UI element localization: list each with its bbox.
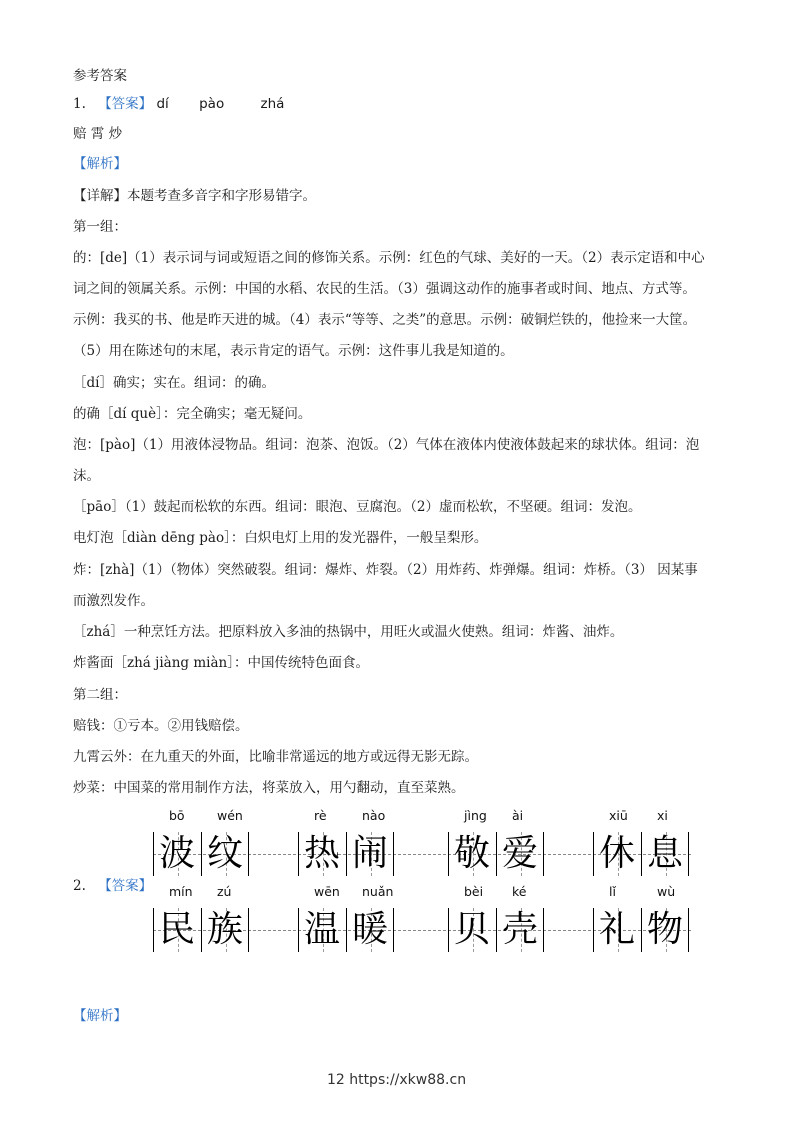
grid-cell <box>298 832 346 876</box>
grid-cell <box>298 908 346 952</box>
grid-cell <box>593 832 641 876</box>
q1-line: 沫。 <box>73 468 100 484</box>
pinyin-label: bō <box>169 808 185 823</box>
hanzi-char: 贝 <box>454 909 491 950</box>
hanzi-char: 温 <box>304 909 341 950</box>
pinyin-label: nào <box>362 808 386 823</box>
pinyin-label: jìng <box>464 808 487 823</box>
q1-chars: 赔 霄 炒 <box>73 126 123 142</box>
grid-cell <box>496 832 544 876</box>
grid-cell <box>496 908 544 952</box>
grid-cell <box>641 832 689 876</box>
q1-analysis-tag: 【解析】 <box>73 156 127 172</box>
pinyin-label: xiū <box>609 808 628 823</box>
q1-line: （5）用在陈述句的末尾，表示肯定的语气。示例：这件事儿我是知道的。 <box>73 343 514 359</box>
pinyin-row-2 <box>0 884 793 904</box>
pinyin-label: nuǎn <box>362 884 394 899</box>
pinyin-label: zú <box>217 884 232 899</box>
hanzi-char: 息 <box>647 833 684 874</box>
q1-pinyin-1: dí <box>156 96 169 112</box>
pinyin-label: wēn <box>314 884 340 899</box>
hanzi-char: 纹 <box>207 833 244 874</box>
hanzi-char: 族 <box>207 909 244 950</box>
q2-analysis-tag: 【解析】 <box>73 1008 127 1024</box>
q1-line: ［zhá］一种烹饪方法。把原料放入多油的热锅中，用旺火或温火使熟。组词：炸酱、油炸。 <box>73 624 624 640</box>
hanzi-char: 波 <box>159 833 196 874</box>
q1-line: 炒菜：中国菜的常用制作方法，将菜放入，用勺翻动，直至菜熟。 <box>73 780 465 796</box>
pinyin-label: xi <box>657 808 668 823</box>
hanzi-char: 礼 <box>599 909 636 950</box>
q1-line: 第二组： <box>73 687 127 703</box>
q1-line: 第一组： <box>73 219 127 235</box>
grid-cell <box>201 908 249 952</box>
q1-line: 炸酱面［zhá jiàng miàn］：中国传统特色面食。 <box>73 655 369 671</box>
pinyin-label: ài <box>512 808 524 823</box>
q1-line: ［pāo］（1）鼓起而松软的东西。组词：眼泡、豆腐泡。（2）虚而松软，不坚硬。组词：发泡。 <box>73 499 642 515</box>
grid-cell <box>201 832 249 876</box>
hanzi-char: 暖 <box>352 909 389 950</box>
pinyin-label: mín <box>169 884 193 899</box>
pinyin-label: wù <box>657 884 676 899</box>
pinyin-label: rè <box>314 808 327 823</box>
hanzi-char: 民 <box>159 909 196 950</box>
q1-line: 示例：我买的书、他是昨天进的城。（4）表示“等等、之类”的意思。示例：破铜烂铁的，他捡来一大筐。 <box>73 312 697 328</box>
hanzi-char: 物 <box>647 909 684 950</box>
hanzi-char: 壳 <box>502 909 539 950</box>
q1-line: 【详解】本题考查多音字和字形易错字。 <box>73 188 316 204</box>
hanzi-char: 爱 <box>502 833 539 874</box>
q1-pinyin-3: zhá <box>260 96 285 112</box>
character-grid-row-1 <box>153 832 691 876</box>
hanzi-char: 闹 <box>352 833 389 874</box>
q1-line: 炸：[zhà]（1）（物体）突然破裂。组词：爆炸、炸裂。（2）用炸药、炸弹爆。组词：炸桥。（3） 因某事 <box>73 562 698 578</box>
grid-cell <box>153 832 201 876</box>
q1-pinyin-2: pào <box>199 96 225 112</box>
pinyin-label: lǐ <box>609 884 616 899</box>
grid-cell <box>641 908 689 952</box>
character-grid-row-2 <box>153 908 691 952</box>
q1-line: 词之间的领属关系。示例：中国的水稻、农民的生活。（3）强调这动作的施事者或时间、地点、方式等。 <box>73 281 696 297</box>
grid-cell <box>346 908 394 952</box>
grid-cell <box>593 908 641 952</box>
page-footer: 12 https://xkw88.cn <box>326 1072 467 1088</box>
q1-answer-line <box>73 92 284 112</box>
q1-number: 1. <box>73 96 86 112</box>
pinyin-label: bèi <box>464 884 484 899</box>
pinyin-row-1 <box>0 808 793 828</box>
answer-heading: 参考答案 <box>73 68 127 84</box>
grid-cell <box>448 908 496 952</box>
q2-answer-tag: 【答案】 <box>98 878 153 894</box>
q1-line: 九霄云外：在九重天的外面，比喻非常遥远的地方或远得无影无踪。 <box>73 749 478 765</box>
q2-number: 2. <box>73 878 86 894</box>
grid-cell <box>346 832 394 876</box>
pinyin-label: wén <box>217 808 243 823</box>
pinyin-label: ké <box>512 884 527 899</box>
q1-line: 的：[de]（1）表示词与词或短语之间的修饰关系。示例：红色的气球、美好的一天。（2）表示定语和中心 <box>73 250 705 266</box>
q1-line: 泡：[pào]（1）用液体浸物品。组词：泡茶、泡饭。（2）气体在液体内使液体鼓起来的球状体。组词：泡 <box>73 437 700 453</box>
q1-line: 赔钱：①亏本。②用钱赔偿。 <box>73 718 249 734</box>
q1-line: 而激烈发作。 <box>73 593 154 609</box>
q1-line: 的确［dí què］：完全确实；毫无疑问。 <box>73 406 312 422</box>
grid-cell <box>448 832 496 876</box>
grid-cell <box>153 908 201 952</box>
hanzi-char: 热 <box>304 833 341 874</box>
q1-line: ［dí］确实；实在。组词：的确。 <box>73 375 275 391</box>
q1-answer-tag: 【答案】 <box>98 96 153 112</box>
hanzi-char: 敬 <box>454 833 491 874</box>
hanzi-char: 休 <box>599 833 636 874</box>
q1-line: 电灯泡［diàn dēng pào］：白炽电灯上用的发光器件，一般呈梨形。 <box>73 530 488 546</box>
